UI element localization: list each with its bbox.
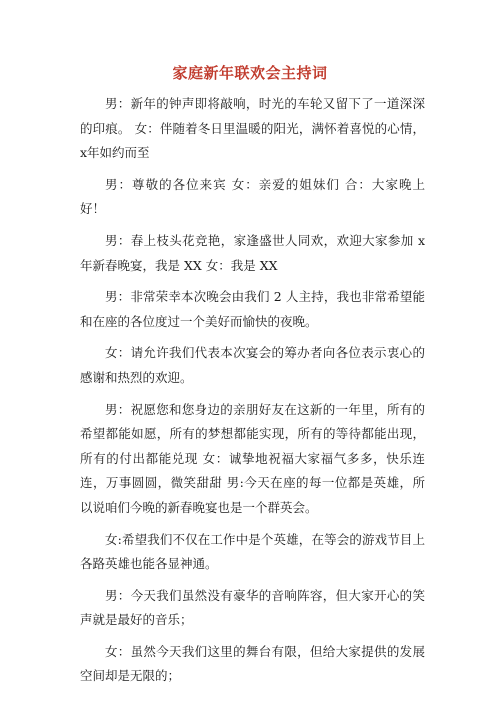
document-body bbox=[80, 92, 425, 696]
paragraph: 男：非常荣幸本次晚会由我们 2 人主持，我也非常希望能和在座的各位度过一个美好而愉快的夜晚。 bbox=[80, 289, 425, 329]
paragraph: 女：虽然今天我们这里的舞台有限，但给大家提供的发展空间却是无限的； bbox=[80, 643, 425, 684]
paragraph: 女:希望我们不仅在工作中是个英雄，在等会的游戏节目上各路英雄也能各显神通。 bbox=[80, 531, 425, 572]
paragraph: 男：新年的钟声即将敲响，时光的车轮又留下了一道深深的印痕。 女：伴随着冬日里温暖的阳光，满怀着喜悦的心情， x年如约而至 bbox=[80, 96, 425, 161]
paragraph: 男：今天我们虽然没有豪华的音响阵容，但大家开心的笑声就是最好的音乐； bbox=[80, 587, 425, 628]
document-title: 家庭新年联欢会主持词 bbox=[172, 64, 328, 82]
paragraph: 女：请允许我们代表本次宴会的筹办者向各位表示衷心的感谢和热烈的欢迎。 bbox=[80, 345, 425, 385]
paragraph: 男：春上枝头花竞艳，家逢盛世人同欢，欢迎大家参加 x年新春晚宴，我是 XX 女：我是 XX bbox=[80, 232, 425, 273]
paragraph: 男：祝愿您和您身边的亲朋好友在这新的一年里，所有的希望都能如愿，所有的梦想都能实现，所有的等待都能出现，所有的付出都能兑现 女：诚挚地祝福大家福气多多，快乐连连，万事圆圆，微笑甜甜 男:今天在座的每一位都是英雄，所以说咱们今晚的新春晚宴也是一个群英会。 bbox=[80, 401, 425, 515]
paragraph: 男：尊敬的各位来宾 女：亲爱的姐妹们 合：大家晚上好！ bbox=[80, 176, 425, 217]
